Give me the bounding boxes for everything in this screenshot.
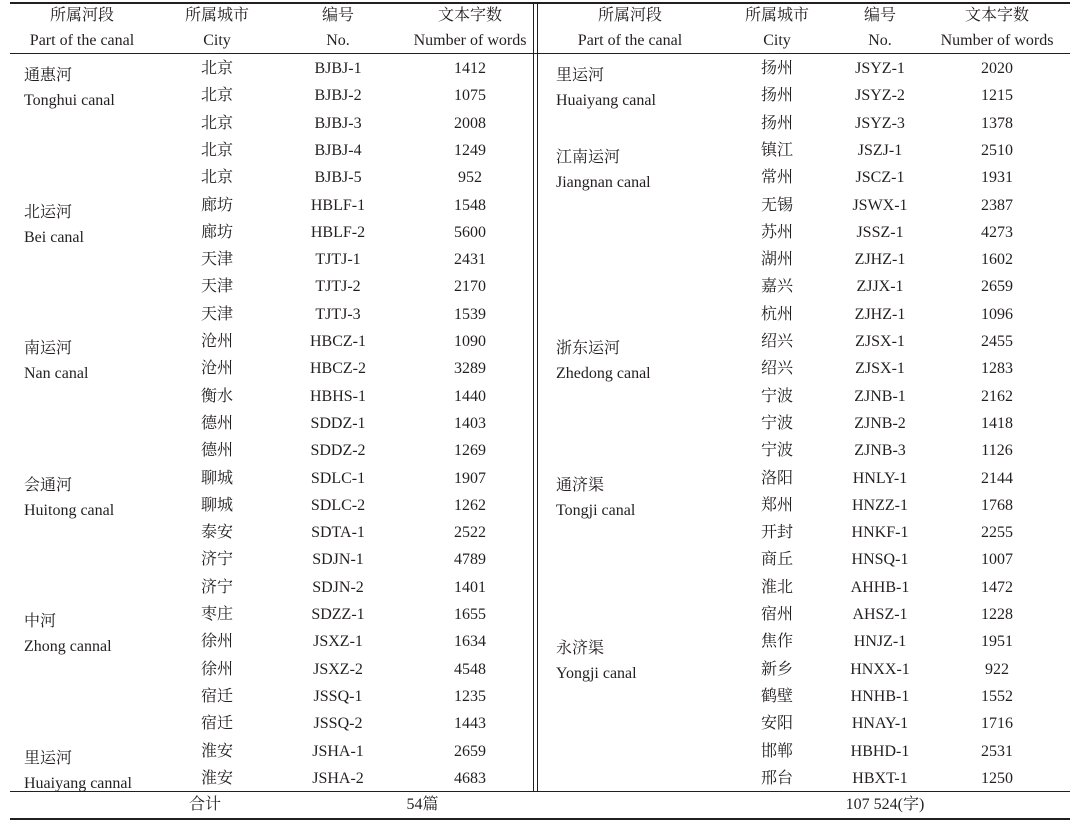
left-cell-no: BJBJ-1 — [314, 60, 362, 77]
left-cell-no: SDLC-2 — [310, 496, 366, 514]
right-cell-city: 商丘 — [760, 551, 793, 569]
right-cell-city: 苏州 — [760, 223, 793, 241]
right-cell-words: 2255 — [981, 524, 1013, 542]
right-cell-city: 鹤壁 — [760, 687, 793, 705]
right-cell-no: ZJSX-1 — [855, 360, 905, 378]
right-cell-no: HNSQ-1 — [851, 551, 909, 569]
left-segment-label-en: Tonghui canal — [24, 92, 115, 109]
right-cell-city: 绍兴 — [760, 333, 793, 350]
right-cell-words: 1215 — [981, 87, 1013, 105]
right-cell-words: 4273 — [981, 223, 1013, 241]
left-cell-words: 1440 — [454, 387, 486, 405]
divider-rule-right — [537, 3, 538, 791]
right-cell-words: 2162 — [981, 387, 1013, 405]
right-cell-no: HNKF-1 — [851, 524, 909, 542]
left-cell-no: TJTJ-2 — [315, 278, 361, 296]
right-cell-words: 1931 — [981, 169, 1013, 187]
left-cell-city: 济宁 — [200, 578, 233, 596]
left-segment-label-zh: 北运河 — [24, 203, 73, 221]
right-cell-no: ZJHZ-1 — [854, 251, 906, 269]
right-cell-city: 安阳 — [760, 715, 793, 733]
right-cell-words: 1283 — [981, 360, 1013, 378]
left-cell-no: JSXZ-2 — [313, 660, 363, 678]
left-cell-city: 德州 — [200, 442, 233, 460]
right-cell-city: 焦作 — [760, 633, 793, 651]
left-cell-words: 1907 — [454, 469, 486, 487]
left-cell-city: 德州 — [200, 414, 233, 432]
left-cell-city: 淮安 — [200, 742, 233, 760]
left-cell-words: 1634 — [454, 633, 486, 651]
left-cell-city: 济宁 — [200, 551, 233, 569]
left-cell-words: 1075 — [454, 87, 486, 105]
left-cell-words: 4683 — [454, 769, 486, 787]
left-header-words-zh: 文本字数 — [437, 7, 502, 24]
left-cell-words: 952 — [458, 169, 482, 187]
right-cell-no: HNHB-1 — [850, 687, 910, 705]
left-header-city-en: City — [203, 32, 231, 49]
left-segment-label-zh: 南运河 — [24, 340, 73, 357]
right-cell-no: ZJHZ-1 — [854, 305, 906, 323]
left-cell-city: 北京 — [200, 60, 233, 77]
left-cell-city: 枣庄 — [200, 606, 233, 623]
left-cell-city: 廊坊 — [200, 223, 233, 241]
right-cell-words: 1768 — [981, 496, 1013, 514]
right-cell-no: ZJNB-2 — [854, 414, 906, 432]
right-cell-words: 2659 — [981, 278, 1013, 296]
right-segment-label-zh: 江南运河 — [556, 148, 621, 166]
right-cell-words: 1472 — [981, 578, 1013, 596]
right-cell-city: 扬州 — [760, 87, 793, 105]
bottom-rule — [10, 818, 1070, 820]
right-cell-words: 1418 — [981, 414, 1013, 432]
right-cell-no: HNLY-1 — [852, 469, 908, 487]
header-rule — [10, 53, 1070, 54]
left-cell-no: JSSQ-2 — [313, 715, 363, 733]
left-cell-no: SDJN-1 — [312, 551, 364, 569]
right-cell-city: 湖州 — [760, 251, 793, 269]
right-cell-no: HNXX-1 — [850, 660, 910, 678]
left-cell-no: SDDZ-2 — [310, 442, 366, 460]
right-cell-city: 邯郸 — [760, 742, 793, 760]
right-cell-no: JSYZ-2 — [855, 87, 905, 105]
right-cell-no: ZJJX-1 — [856, 278, 904, 296]
left-header-no-zh: 编号 — [321, 7, 354, 24]
left-header-segment-en: Part of the canal — [29, 32, 135, 49]
right-segment-label-zh: 通济渠 — [556, 476, 605, 494]
left-header-words-en: Number of words — [413, 32, 527, 49]
left-cell-words: 1249 — [454, 141, 486, 159]
left-cell-no: JSHA-1 — [312, 742, 364, 760]
right-cell-city: 宁波 — [760, 442, 793, 460]
right-cell-words: 1250 — [981, 769, 1013, 787]
left-cell-city: 聊城 — [200, 496, 233, 514]
right-segment-label-zh: 浙东运河 — [556, 340, 621, 357]
right-segment-label-en: Yongji canal — [556, 665, 637, 683]
left-cell-no: BJBJ-5 — [314, 169, 362, 187]
right-segment-label-en: Tongji canal — [556, 501, 636, 519]
right-segment-label-en: Zhedong canal — [556, 365, 651, 382]
left-cell-city: 北京 — [200, 114, 233, 132]
left-cell-words: 2659 — [454, 742, 486, 760]
right-cell-city: 宁波 — [760, 387, 793, 405]
left-cell-no: TJTJ-1 — [315, 251, 361, 269]
divider-rule-left — [533, 3, 534, 791]
right-cell-city: 淮北 — [760, 578, 793, 596]
left-cell-city: 宿迁 — [200, 687, 233, 705]
left-cell-words: 1412 — [454, 60, 486, 77]
right-cell-no: HNJZ-1 — [853, 633, 907, 651]
left-cell-city: 淮安 — [200, 769, 233, 787]
right-cell-no: HNZZ-1 — [852, 496, 908, 514]
footer-total-label: 合计 — [188, 796, 221, 813]
right-cell-no: HBHD-1 — [850, 742, 910, 760]
left-cell-city: 衡水 — [200, 387, 233, 405]
right-cell-city: 开封 — [760, 524, 793, 542]
left-header-city-zh: 所属城市 — [184, 7, 249, 24]
left-cell-no: BJBJ-2 — [314, 87, 362, 105]
left-cell-words: 2522 — [454, 524, 486, 542]
left-cell-no: SDLC-1 — [310, 469, 366, 487]
right-header-words-en: Number of words — [940, 32, 1054, 49]
left-cell-words: 4789 — [454, 551, 486, 569]
left-header-segment-zh: 所属河段 — [49, 7, 114, 24]
right-cell-city: 宁波 — [760, 414, 793, 432]
left-cell-no: HBLF-1 — [310, 196, 366, 214]
left-cell-city: 廊坊 — [200, 196, 233, 214]
left-segment-label-en: Huaiyang cannal — [24, 774, 132, 792]
right-cell-no: JSYZ-3 — [855, 114, 905, 132]
left-cell-words: 1403 — [454, 414, 486, 432]
right-cell-no: JSYZ-1 — [855, 60, 905, 77]
right-cell-no: AHSZ-1 — [852, 606, 908, 623]
right-segment-label-en: Jiangnan canal — [556, 173, 651, 191]
left-segment-label-zh: 会通河 — [24, 476, 73, 494]
right-cell-no: HNAY-1 — [851, 715, 909, 733]
left-cell-city: 北京 — [200, 87, 233, 105]
left-cell-words: 1262 — [454, 496, 486, 514]
left-segment-label-en: Zhong cannal — [24, 638, 112, 655]
right-cell-words: 922 — [985, 660, 1009, 678]
right-cell-no: JSSZ-1 — [856, 223, 904, 241]
left-cell-no: HBCZ-2 — [310, 360, 366, 378]
left-cell-words: 1548 — [454, 196, 486, 214]
left-cell-no: SDZZ-1 — [311, 606, 365, 623]
left-segment-label-en: Huitong canal — [24, 501, 115, 519]
right-cell-no: ZJNB-1 — [854, 387, 906, 405]
left-cell-city: 宿迁 — [200, 715, 233, 733]
right-cell-city: 郑州 — [760, 496, 793, 514]
right-cell-words: 2455 — [981, 333, 1013, 350]
right-cell-words: 1007 — [981, 551, 1013, 569]
right-cell-city: 宿州 — [760, 606, 793, 623]
right-header-city-zh: 所属城市 — [744, 7, 809, 24]
right-cell-no: ZJSX-1 — [855, 333, 905, 350]
right-cell-city: 常州 — [760, 169, 793, 187]
left-cell-no: SDDZ-1 — [310, 414, 366, 432]
right-cell-no: HBXT-1 — [852, 769, 908, 787]
left-cell-no: JSHA-2 — [312, 769, 364, 787]
left-cell-words: 1235 — [454, 687, 486, 705]
right-cell-words: 1096 — [981, 305, 1013, 323]
left-cell-words: 1401 — [454, 578, 486, 596]
left-cell-city: 泰安 — [200, 524, 233, 542]
left-segment-label-en: Bei canal — [24, 228, 84, 246]
footer-count: 54篇 — [406, 796, 439, 813]
right-cell-no: ZJNB-3 — [854, 442, 906, 460]
left-cell-no: JSXZ-1 — [313, 633, 363, 651]
right-header-segment-zh: 所属河段 — [597, 7, 662, 24]
right-cell-words: 2387 — [981, 196, 1013, 214]
left-segment-label-zh: 中河 — [24, 613, 57, 630]
left-cell-city: 沧州 — [200, 333, 233, 350]
left-cell-no: SDTA-1 — [311, 524, 365, 542]
left-segment-label-zh: 里运河 — [24, 749, 73, 767]
right-cell-no: JSCZ-1 — [855, 169, 905, 187]
right-cell-words: 2020 — [981, 60, 1013, 77]
left-cell-city: 聊城 — [200, 469, 233, 487]
right-cell-city: 新乡 — [760, 660, 793, 678]
right-cell-words: 1716 — [981, 715, 1013, 733]
left-cell-city: 北京 — [200, 169, 233, 187]
right-cell-no: AHHB-1 — [850, 578, 910, 596]
right-cell-words: 1552 — [981, 687, 1013, 705]
left-cell-city: 天津 — [200, 251, 233, 269]
left-cell-words: 4548 — [454, 660, 486, 678]
right-cell-words: 2531 — [981, 742, 1013, 760]
right-cell-no: JSWX-1 — [852, 196, 908, 214]
left-cell-no: SDJN-2 — [312, 578, 364, 596]
right-cell-words: 1378 — [981, 114, 1013, 132]
right-cell-city: 嘉兴 — [760, 278, 793, 296]
right-cell-words: 2144 — [981, 469, 1013, 487]
right-cell-city: 洛阳 — [760, 469, 793, 487]
right-cell-words: 1602 — [981, 251, 1013, 269]
left-cell-city: 天津 — [200, 278, 233, 296]
right-cell-city: 扬州 — [760, 114, 793, 132]
left-cell-city: 沧州 — [200, 360, 233, 378]
left-cell-no: HBCZ-1 — [310, 333, 366, 350]
left-cell-words: 2170 — [454, 278, 486, 296]
left-cell-no: TJTJ-3 — [315, 305, 361, 323]
left-cell-words: 1269 — [454, 442, 486, 460]
left-cell-no: HBLF-2 — [310, 223, 366, 241]
left-cell-words: 1655 — [454, 606, 486, 623]
left-cell-no: JSSQ-1 — [313, 687, 363, 705]
left-segment-label-en: Nan canal — [24, 365, 89, 382]
right-cell-words: 1228 — [981, 606, 1013, 623]
right-header-segment-en: Part of the canal — [577, 32, 683, 49]
left-cell-words: 1443 — [454, 715, 486, 733]
right-cell-city: 绍兴 — [760, 360, 793, 378]
footer-words-total: 107 524(字) — [845, 796, 925, 813]
right-cell-words: 2510 — [981, 141, 1013, 159]
right-cell-words: 1951 — [981, 633, 1013, 651]
left-cell-words: 2431 — [454, 251, 486, 269]
right-cell-city: 扬州 — [760, 60, 793, 77]
right-cell-city: 无锡 — [760, 196, 793, 214]
right-header-no-en: No. — [868, 32, 892, 49]
left-cell-no: BJBJ-3 — [314, 114, 362, 132]
right-cell-words: 1126 — [981, 442, 1013, 460]
left-cell-words: 1539 — [454, 305, 486, 323]
left-cell-city: 徐州 — [200, 633, 233, 651]
right-header-words-zh: 文本字数 — [964, 7, 1029, 24]
left-cell-words: 3289 — [454, 360, 486, 378]
left-cell-words: 1090 — [454, 333, 486, 350]
left-cell-no: BJBJ-4 — [314, 141, 362, 159]
right-segment-label-zh: 永济渠 — [556, 640, 605, 658]
left-cell-city: 天津 — [200, 305, 233, 323]
left-segment-label-zh: 通惠河 — [24, 67, 73, 84]
right-cell-city: 镇江 — [760, 141, 793, 159]
left-cell-city: 北京 — [200, 141, 233, 159]
left-cell-words: 5600 — [454, 223, 486, 241]
left-cell-words: 2008 — [454, 114, 486, 132]
right-segment-label-zh: 里运河 — [556, 67, 605, 84]
right-segment-label-en: Huaiyang canal — [556, 92, 656, 109]
right-header-no-zh: 编号 — [863, 7, 896, 24]
left-cell-city: 徐州 — [200, 660, 233, 678]
right-cell-no: JSZJ-1 — [857, 141, 903, 159]
right-cell-city: 邢台 — [760, 769, 793, 787]
left-cell-no: HBHS-1 — [309, 387, 366, 405]
left-header-no-en: No. — [326, 32, 350, 49]
right-header-city-en: City — [763, 32, 791, 49]
right-cell-city: 杭州 — [760, 305, 793, 323]
